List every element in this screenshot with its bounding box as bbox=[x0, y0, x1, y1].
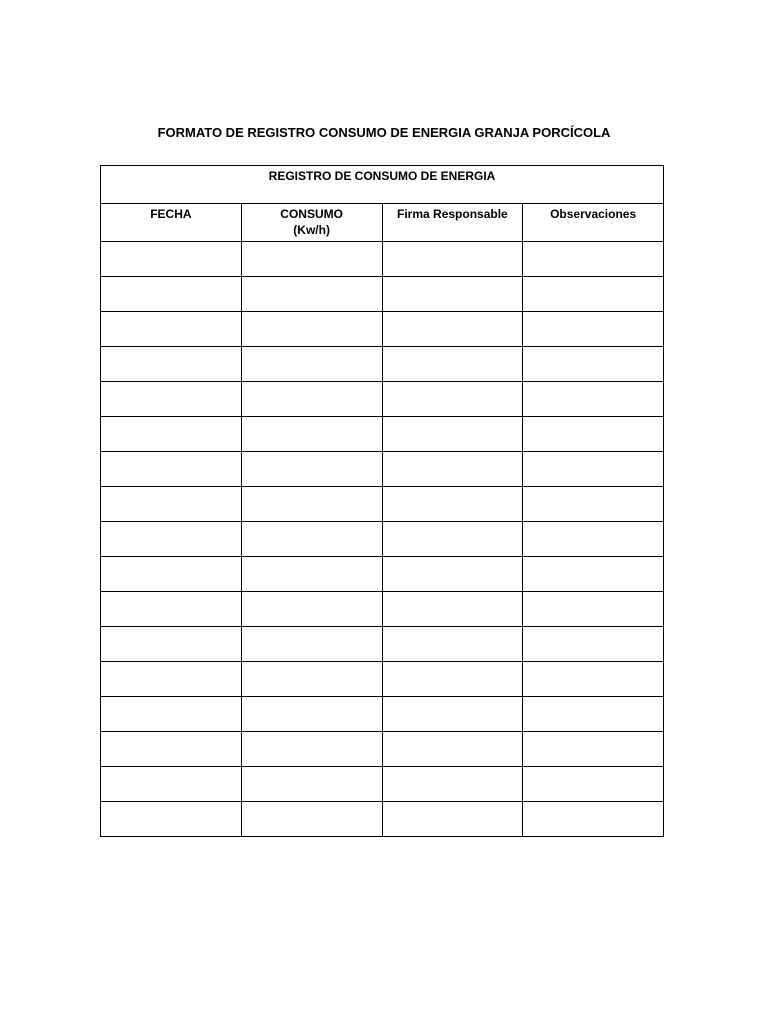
table-cell[interactable] bbox=[382, 732, 523, 767]
table-cell[interactable] bbox=[382, 452, 523, 487]
table-caption: REGISTRO DE CONSUMO DE ENERGIA bbox=[101, 166, 664, 204]
table-header-row bbox=[101, 204, 664, 242]
table-cell[interactable] bbox=[382, 312, 523, 347]
table-row bbox=[101, 557, 664, 592]
table-cell[interactable] bbox=[523, 242, 664, 277]
table-cell[interactable] bbox=[241, 417, 382, 452]
table-cell[interactable] bbox=[101, 767, 242, 802]
table-cell[interactable] bbox=[101, 277, 242, 312]
table-row bbox=[101, 277, 664, 312]
table-cell[interactable] bbox=[101, 487, 242, 522]
table-cell[interactable] bbox=[382, 662, 523, 697]
table-cell[interactable] bbox=[523, 627, 664, 662]
table-row bbox=[101, 662, 664, 697]
table-cell[interactable] bbox=[241, 277, 382, 312]
table-row bbox=[101, 242, 664, 277]
table-caption-row bbox=[101, 166, 664, 204]
table-cell[interactable] bbox=[101, 522, 242, 557]
table-body bbox=[101, 242, 664, 837]
table-cell[interactable] bbox=[523, 522, 664, 557]
table-cell[interactable] bbox=[523, 767, 664, 802]
table-cell[interactable] bbox=[241, 382, 382, 417]
table-row bbox=[101, 487, 664, 522]
table-cell[interactable] bbox=[382, 697, 523, 732]
table-cell[interactable] bbox=[241, 312, 382, 347]
table-cell[interactable] bbox=[101, 347, 242, 382]
table-row bbox=[101, 802, 664, 837]
column-header-fecha bbox=[101, 204, 242, 242]
table-cell[interactable] bbox=[241, 347, 382, 382]
table-row bbox=[101, 732, 664, 767]
column-header-unit: (Kw/h) bbox=[293, 223, 330, 237]
table-cell[interactable] bbox=[523, 802, 664, 837]
column-header-observaciones bbox=[523, 204, 664, 242]
table-cell[interactable] bbox=[523, 662, 664, 697]
table-cell[interactable] bbox=[382, 417, 523, 452]
table-cell[interactable] bbox=[241, 592, 382, 627]
table-cell[interactable] bbox=[241, 242, 382, 277]
column-header-firma bbox=[382, 204, 523, 242]
table-cell[interactable] bbox=[101, 452, 242, 487]
table-cell[interactable] bbox=[241, 522, 382, 557]
table-cell[interactable] bbox=[382, 557, 523, 592]
table-row bbox=[101, 627, 664, 662]
table-cell[interactable] bbox=[101, 802, 242, 837]
table-cell[interactable] bbox=[382, 382, 523, 417]
table-cell[interactable] bbox=[241, 662, 382, 697]
column-header-line: CONSUMO bbox=[280, 207, 343, 221]
column-header-line: Observaciones bbox=[550, 207, 637, 221]
table-cell[interactable] bbox=[523, 417, 664, 452]
table-row bbox=[101, 767, 664, 802]
table-cell[interactable] bbox=[523, 452, 664, 487]
column-header-line: FECHA bbox=[150, 207, 192, 221]
table-cell[interactable] bbox=[523, 557, 664, 592]
table-row bbox=[101, 592, 664, 627]
table-cell[interactable] bbox=[523, 382, 664, 417]
table-cell[interactable] bbox=[523, 312, 664, 347]
column-header-consumo bbox=[241, 204, 382, 242]
table-cell[interactable] bbox=[241, 487, 382, 522]
document-title: FORMATO DE REGISTRO CONSUMO DE ENERGIA GRANJA PORCÍCOLA bbox=[157, 125, 611, 140]
table-cell[interactable] bbox=[523, 592, 664, 627]
table-cell[interactable] bbox=[101, 592, 242, 627]
column-header-line: Firma Responsable bbox=[397, 207, 508, 221]
table-cell[interactable] bbox=[382, 277, 523, 312]
table-row bbox=[101, 522, 664, 557]
table-cell[interactable] bbox=[382, 592, 523, 627]
table-cell[interactable] bbox=[101, 242, 242, 277]
table-cell[interactable] bbox=[523, 487, 664, 522]
table-cell[interactable] bbox=[101, 697, 242, 732]
table-row bbox=[101, 312, 664, 347]
table-cell[interactable] bbox=[523, 347, 664, 382]
table-row bbox=[101, 452, 664, 487]
table-cell[interactable] bbox=[523, 697, 664, 732]
table-cell[interactable] bbox=[382, 627, 523, 662]
table-cell[interactable] bbox=[101, 382, 242, 417]
table-cell[interactable] bbox=[382, 242, 523, 277]
table-cell[interactable] bbox=[101, 627, 242, 662]
table-row bbox=[101, 417, 664, 452]
table-cell[interactable] bbox=[241, 802, 382, 837]
table-cell[interactable] bbox=[382, 767, 523, 802]
table-cell[interactable] bbox=[382, 487, 523, 522]
table-cell[interactable] bbox=[101, 312, 242, 347]
table-cell[interactable] bbox=[101, 732, 242, 767]
table-cell[interactable] bbox=[101, 557, 242, 592]
table-cell[interactable] bbox=[101, 662, 242, 697]
table-cell[interactable] bbox=[241, 627, 382, 662]
table-cell[interactable] bbox=[241, 732, 382, 767]
energy-register-table bbox=[100, 165, 664, 837]
table-cell[interactable] bbox=[382, 522, 523, 557]
table-cell[interactable] bbox=[241, 452, 382, 487]
table-cell[interactable] bbox=[382, 802, 523, 837]
table-cell[interactable] bbox=[382, 347, 523, 382]
table-cell[interactable] bbox=[241, 767, 382, 802]
table-cell[interactable] bbox=[241, 697, 382, 732]
table-cell[interactable] bbox=[101, 417, 242, 452]
table-cell[interactable] bbox=[241, 557, 382, 592]
table-row bbox=[101, 697, 664, 732]
table-cell[interactable] bbox=[523, 277, 664, 312]
table-row bbox=[101, 347, 664, 382]
table-cell[interactable] bbox=[523, 732, 664, 767]
table-row bbox=[101, 382, 664, 417]
